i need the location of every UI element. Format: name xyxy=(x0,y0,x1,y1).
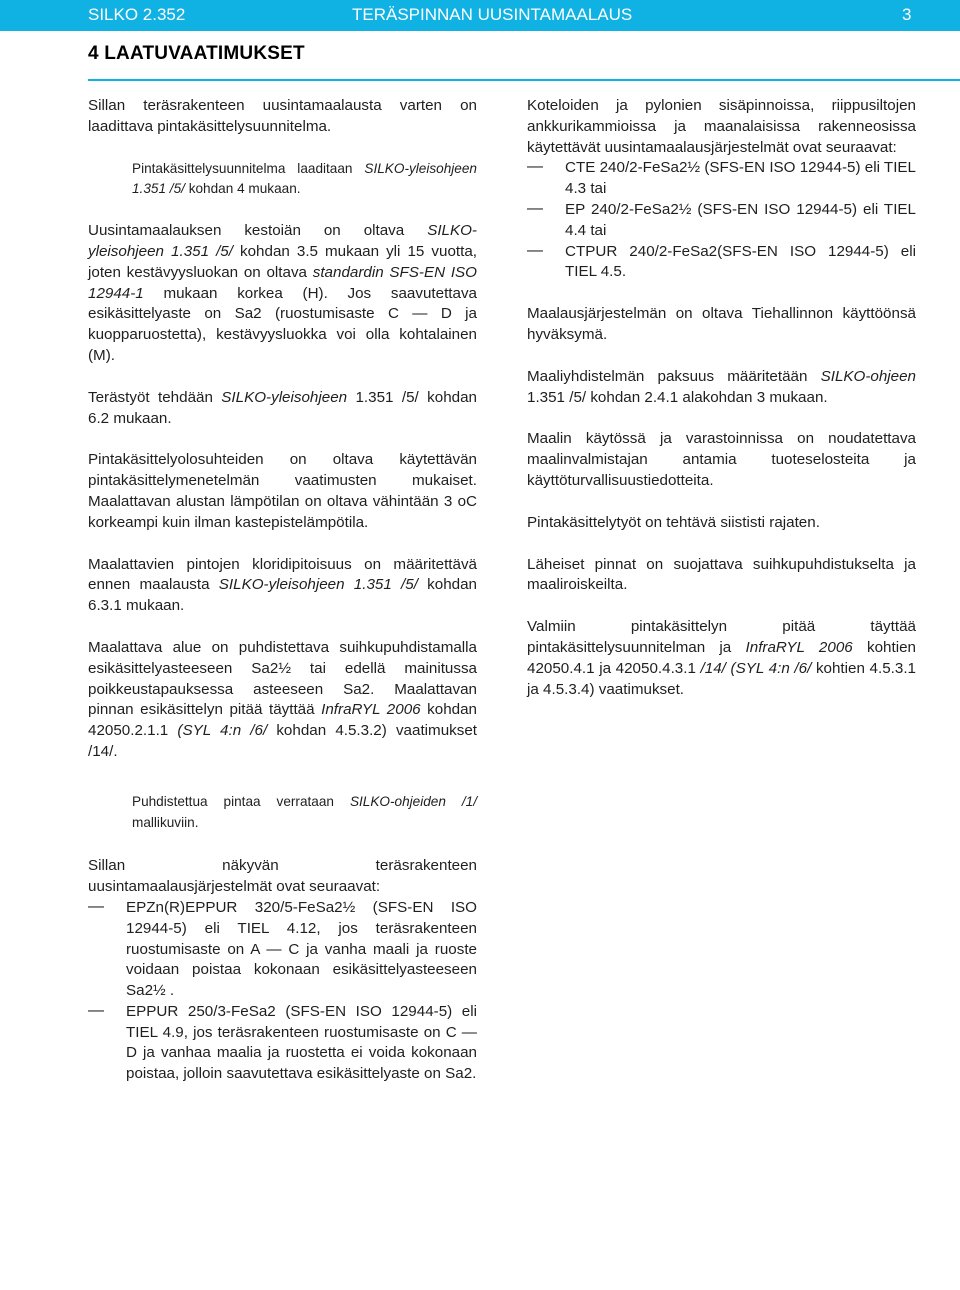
paragraph: Terästyöt tehdään SILKO-yleisohjeen 1.351 /5/ kohdan 6.2 mukaan. xyxy=(88,388,477,427)
paragraph: Sillan näkyvän teräsrakenteen uusintamaalausjärjestelmät ovat seuraavat: xyxy=(88,857,477,896)
list-item xyxy=(527,242,916,284)
dash-bullet: — xyxy=(88,897,104,915)
paragraph: Uusintamaalauksen kestoiän on oltava SILKO-yleisohjeen 1.351 /5/ kohdan 3.5 mukaan yli 15 vuotta, joten kestävyysluokan on oltava standardin SFS-EN ISO 12944-1 mukaan korkea (H). Jos saavutettava esikäsittelyaste on Sa2 (ruostumisaste C — D ja kuopparuostetta), kestävyysluokka voi olla kohtalainen (M). xyxy=(88,222,477,364)
list-item xyxy=(88,898,477,1002)
paragraph: Koteloiden ja pylonien sisäpinnoissa, riippusiltojen ankkurikammioissa ja maanalaisissa rakenneosissa käytettävät uusintamaalausjärjestelmät ovat seuraavat: xyxy=(527,97,916,156)
list-item xyxy=(88,1002,477,1085)
paragraph: Pintakäsittelytyöt on tehtävä siististi rajaten. xyxy=(527,513,820,531)
list-item xyxy=(527,200,916,242)
paragraph: Maaliyhdistelmän paksuus määritetään SILKO-ohjeen 1.351 /5/ kohdan 2.4.1 alakohdan 3 mukaan. xyxy=(527,367,916,406)
section-divider xyxy=(88,79,960,81)
dash-bullet: — xyxy=(527,199,543,217)
paragraph: Läheiset pinnat on suojattava suihkupuhdistukselta ja maaliroiskeilta. xyxy=(527,555,916,594)
paragraph: Maalattava alue on puhdistettava suihkupuhdistamalla esikäsittelyasteeseen Sa2½ tai edellä mainitussa poikkeustapauksessa asteeseen Sa2. Maalattavan pinnan esikäsittelyn pitää täyttää InfraRYL 2006 kohdan 42050.2.1.1 (SYL 4:n /6/ kohdan 4.5.3.2) vaatimukset /14/. xyxy=(88,638,477,760)
list-item-text: CTPUR 240/2-FeSa2(SFS-EN ISO 12944-5) eli TIEL 4.5. xyxy=(565,242,916,281)
document-code: SILKO 2.352 xyxy=(88,5,186,24)
paragraph: Maalattavien pintojen kloridipitoisuus on määritettävä ennen maalausta SILKO-yleisohjeen 1.351 /5/ kohdan 6.3.1 mukaan. xyxy=(88,555,477,615)
paragraph: Maalausjärjestelmän on oltava Tiehallinnon käyttöönsä hyväksymä. xyxy=(527,305,916,343)
left-column xyxy=(88,96,477,1085)
paragraph: Pintakäsittelysuunnitelma laaditaan SILKO-yleisohjeen 1.351 /5/ kohdan 4 mukaan. xyxy=(132,160,477,197)
paragraph: Sillan teräsrakenteen uusintamaalausta varten on laadittava pintakäsittelysuunnitelma. xyxy=(88,97,477,135)
list-item-text: EP 240/2-FeSa2½ (SFS-EN ISO 12944-5) eli TIEL 4.4 tai xyxy=(565,200,916,239)
section-title: 4 LAATUVAATIMUKSET xyxy=(88,43,305,64)
paragraph: Maalin käytössä ja varastoinnissa on noudatettava maalinvalmistajan antamia tuoteselosteita ja käyttöturvallisuustiedotteita. xyxy=(527,430,916,489)
document-title: TERÄSPINNAN UUSINTAMAALAUS xyxy=(352,5,633,24)
right-column xyxy=(527,96,916,700)
dash-bullet: — xyxy=(527,158,543,176)
page-header xyxy=(0,0,960,31)
page-number: 3 xyxy=(902,5,912,24)
list-item-text: EPPUR 250/3-FeSa2 (SFS-EN ISO 12944-5) eli TIEL 4.9, jos teräsrakenteen ruostumisaste on C — D ja vanhaa maalia ja ruostetta ei voida kokonaan poistaa, jolloin saavutettava esikäsittelyaste on Sa2. xyxy=(126,1002,477,1083)
list-item xyxy=(527,158,916,200)
list-item-text: CTE 240/2-FeSa2½ (SFS-EN ISO 12944-5) eli TIEL 4.3 tai xyxy=(565,159,916,198)
paragraph: Puhdistettua pintaa verrataan SILKO-ohjeiden /1/ mallikuviin. xyxy=(132,793,477,830)
dash-bullet: — xyxy=(527,241,543,259)
list-item-text: EPZn(R)EPPUR 320/5-FeSa2½ (SFS-EN ISO 12944-5) eli TIEL 4.12, jos teräsrakenteen ruostumisaste on A — C ja vanha maali ja ruoste voidaan poistaa kokonaan esikäsittelyasteeseen Sa2½ . xyxy=(126,898,477,1000)
paragraph: Valmiin pintakäsittelyn pitää täyttää pintakäsittelysuunnitelman ja InfraRYL 2006 kohtien 42050.4.1 ja 42050.4.3.1 /14/ (SYL 4:n /6/ kohtien 4.5.3.1 ja 4.5.3.4) vaatimukset. xyxy=(527,618,916,698)
dash-bullet: — xyxy=(88,1001,104,1019)
paragraph: Pintakäsittelyolosuhteiden on oltava käytettävän pintakäsittelymenetelmän vaatimusten mukaiset. Maalattavan alustan lämpötilan on oltava vähintään 3 oC korkeampi kuin ilman kastepistelämpötila. xyxy=(88,451,477,531)
